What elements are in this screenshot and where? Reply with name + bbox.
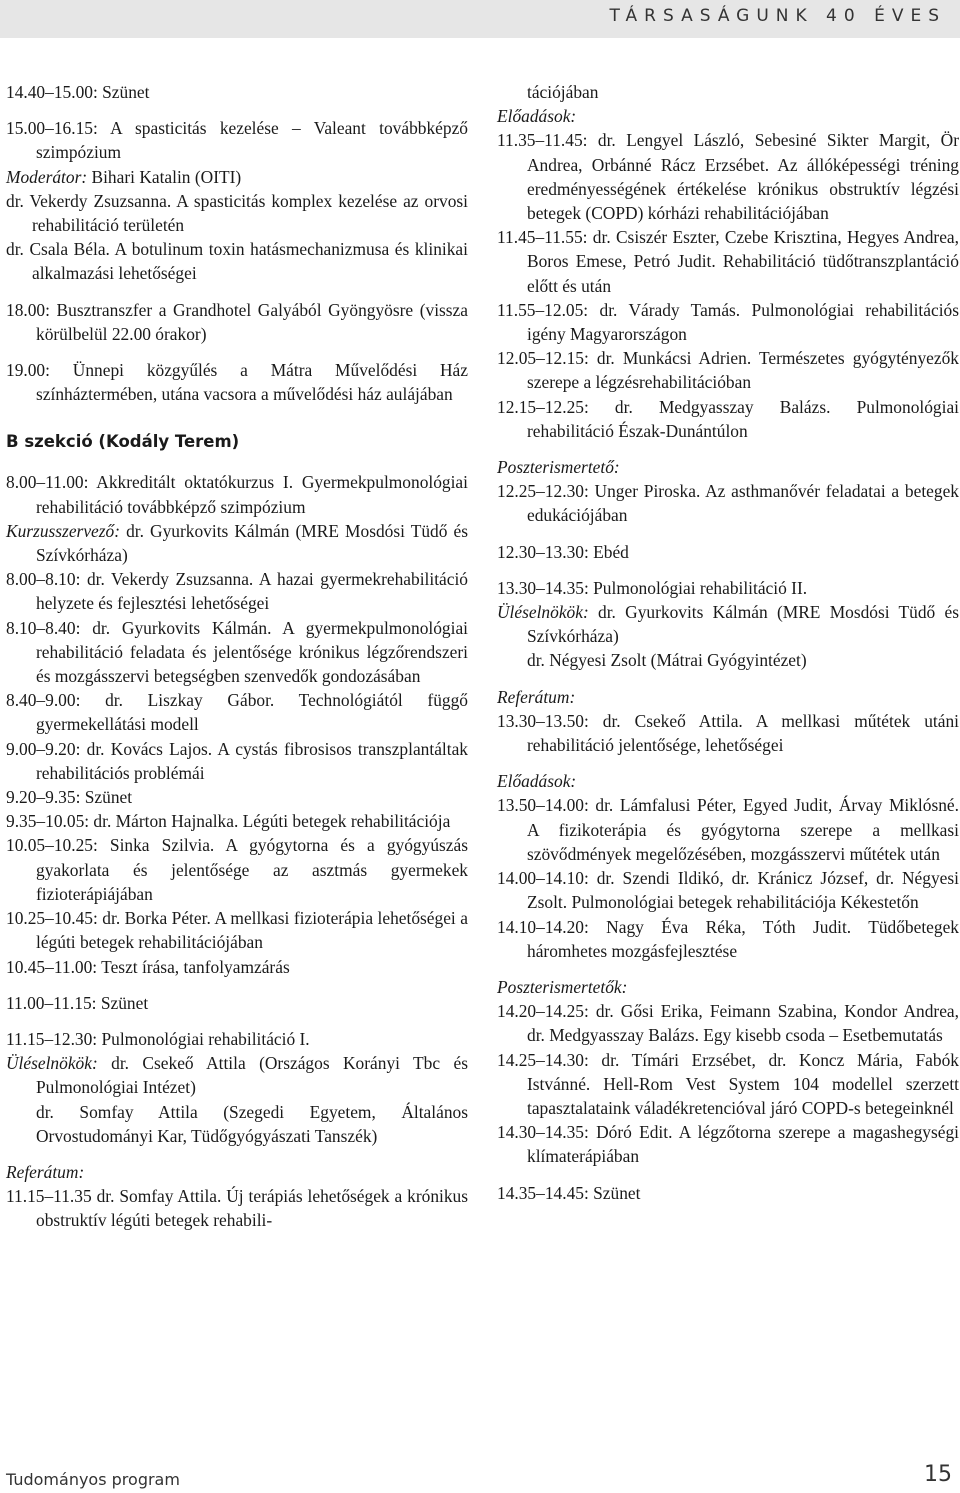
program-entry: 9.35–10.05: dr. Márton Hajnalka. Légúti betegek rehabilitációja [6, 811, 451, 832]
program-entry [6, 1051, 468, 1099]
program-entry: 10.05–10.25: Sinka Szilvia. A gyógytorna és a gyógyúszás gyakorlata és jelentősége az asztmás gyermekek fizioterápiájában [6, 835, 468, 904]
program-entry: 12.05–12.15: dr. Munkácsi Adrien. Természetes gyógytényezők szerepe a légzésrehabilitációban [497, 348, 959, 393]
role-label: Előadások: [497, 106, 577, 127]
program-entry: 8.10–8.40: dr. Gyurkovits Kálmán. A gyermekpulmonológiai rehabilitáció feladata és jelentősége krónikus légzőrendszeri és mozgásszervi betegségben szenvedők gondozásában [6, 617, 468, 687]
program-entry: 12.25–12.30: Unger Piroska. Az asthmanővér feladatai a betegek edukációjában [497, 481, 959, 526]
program-entry: 8.00–8.10: dr. Vekerdy Zsuzsanna. A hazai gyermekrehabilitáció helyzete és fejlesztési lehetőségei [6, 569, 468, 614]
program-entry: 10.25–10.45: dr. Borka Péter. A mellkasi fizioterápia lehetőségei a légúti betegek rehabilitációjában [6, 908, 468, 953]
page-number: 15 [924, 1462, 952, 1487]
program-entry: 13.30–13.50: dr. Csekeő Attila. A mellkasi műtétek utáni rehabilitáció jelentősége, lehetőségei [497, 710, 959, 756]
role-label: Kurzusszervező: [6, 520, 121, 541]
program-entry: 13.30–14.35: Pulmonológiai rehabilitáció II. [497, 577, 808, 598]
role-label: Referátum: [6, 1161, 85, 1182]
program-entry: 14.35–14.45: Szünet [497, 1182, 641, 1203]
program-entry: 11.35–11.45: dr. Lengyel László, Sebesiné Sikter Margit, Ör Andrea, Orbánné Rácz Erzsébet. Az állóképességi tréning eredményességének értékelése krónikus obstruktív légzési betegek (COPD) kórházi rehabilitációjában [497, 130, 959, 224]
program-entry: tációjában [527, 82, 599, 102]
program-entry: 11.45–11.55: dr. Csiszér Eszter, Czebe Krisztina, Hegyes Andrea, Boros Emese, Petró Judit. Rehabilitáció tüdőtranszplantáció előtt és után [497, 227, 959, 296]
role-label: Poszterismertető: [497, 457, 620, 478]
running-header-title: TÁRSASÁGUNK 40 ÉVES [609, 6, 946, 26]
role-label: Előadások: [497, 771, 577, 792]
program-entry: 11.00–11.15: Szünet [6, 992, 149, 1013]
program-entry: 10.45–11.00: Teszt írása, tanfolyamzárás [6, 956, 290, 977]
role-label: Poszterismertetők: [497, 976, 628, 997]
program-entry: 14.10–14.20: Nagy Éva Réka, Tóth Judit. Tüdőbetegek háromhetes mozgásfejlesztése [497, 916, 959, 961]
footer-label: Tudományos program [6, 1470, 180, 1489]
program-entry: 11.15–12.30: Pulmonológiai rehabilitáció I. [6, 1028, 310, 1049]
right-column [497, 80, 959, 1205]
program-entry: 12.30–13.30: Ebéd [497, 541, 629, 562]
program-entry: dr. Négyesi Zsolt (Mátrai Gyógyintézet) [527, 650, 807, 671]
program-entry: 14.25–14.30: dr. Tímári Erzsébet, dr. Koncz Mária, Fabók Istvánné. Hell-Rom Vest System 104 modellel szerzett tapasztalataink váladékretencióval járó COPD-s betegeinknél [497, 1049, 959, 1118]
role-text: dr. Gyurkovits Kálmán (MRE Mosdósi Tüdő és Szívkórháza) [36, 520, 468, 566]
role-label: Referátum: [497, 686, 576, 707]
program-entry: 14.30–14.35: Dóró Edit. A légzőtorna szerepe a magashegységi klímaterápiában [497, 1122, 959, 1167]
program-entry: dr. Somfay Attila (Szegedi Egyetem, Általános Orvostudományi Kar, Tüdőgyógyászati Tanszék) [36, 1101, 468, 1146]
program-entry: 19.00: Ünnepi közgyűlés a Mátra Művelődési Ház színháztermében, utána vacsora a művelődési ház aulájában [6, 360, 468, 405]
program-entry [6, 165, 468, 189]
program-entry: 9.00–9.20: dr. Kovács Lajos. A cystás fibrosisos transzplantáltak rehabilitációs problémái [6, 738, 468, 783]
program-entry: 14.40–15.00: Szünet [6, 82, 150, 102]
program-entry: 14.00–14.10: dr. Szendi Ildikó, dr. Kránicz József, dr. Négyesi Zsolt. Pulmonológiai betegek rehabilitációja Kékestetőn [497, 868, 959, 913]
section-heading: B szekció (Kodály Terem) [6, 432, 240, 452]
role-label: Moderátor: [6, 166, 88, 187]
role-label: Üléselnökök: [6, 1053, 98, 1074]
left-column [6, 80, 468, 1233]
role-text: dr. Gyurkovits Kálmán (MRE Mosdósi Tüdő és Szívkórháza) [527, 602, 959, 647]
header-bar [0, 0, 960, 38]
program-entry: dr. Vekerdy Zsuzsanna. A spasticitás komplex kezelése az orvosi rehabilitáció területén [6, 190, 468, 236]
program-entry [6, 519, 468, 567]
program-entry [497, 600, 959, 648]
program-entry: 13.50–14.00: dr. Lámfalusi Péter, Egyed Judit, Árvay Miklósné. A fizikoterápia és gyógytorna szerepe a mellkasi szövődmények megelőzésében, mozgásszervi műtétek után [497, 795, 959, 864]
program-entry: 8.40–9.00: dr. Liszkay Gábor. Technológiától függő gyermekellátási modell [6, 690, 468, 735]
program-entry: 12.15–12.25: dr. Medgyasszay Balázs. Pulmonológiai rehabilitáció Észak-Dunántúlon [497, 396, 959, 441]
program-entry: dr. Csala Béla. A botulinum toxin hatásmechanizmusa és klinikai alkalmazási lehetőségei [6, 239, 468, 284]
program-entry: 8.00–11.00: Akkreditált oktatókurzus I. Gyermekpulmonológiai rehabilitáció továbbképző szimpózium [6, 472, 468, 517]
program-entry: 11.55–12.05: dr. Várady Tamás. Pulmonológiai rehabilitációs igény Magyarországon [497, 299, 959, 345]
role-text: dr. Csekeő Attila (Országos Korányi Tbc és Pulmonológiai Intézet) [36, 1053, 468, 1098]
role-label: Üléselnökök: [497, 602, 589, 623]
program-entry: 14.20–14.25: dr. Gősi Erika, Feimann Szabina, Kondor Andrea, dr. Medgyasszay Balázs. Egy kisebb csoda – Esetbemutatás [497, 1001, 959, 1046]
program-entry: 18.00: Busztranszfer a Grandhotel Galyából Gyöngyösre (vissza körülbelül 22.00 órakor) [6, 299, 468, 344]
program-entry: 11.15–11.35 dr. Somfay Attila. Új terápiás lehetőségek a krónikus obstruktív légúti betegek rehabili- [6, 1186, 468, 1231]
role-text: Bihari Katalin (OITI) [87, 166, 242, 187]
program-entry: 9.20–9.35: Szünet [6, 787, 133, 808]
program-entry: 15.00–16.15: A spasticitás kezelése – Valeant továbbképző szimpózium [6, 118, 468, 163]
